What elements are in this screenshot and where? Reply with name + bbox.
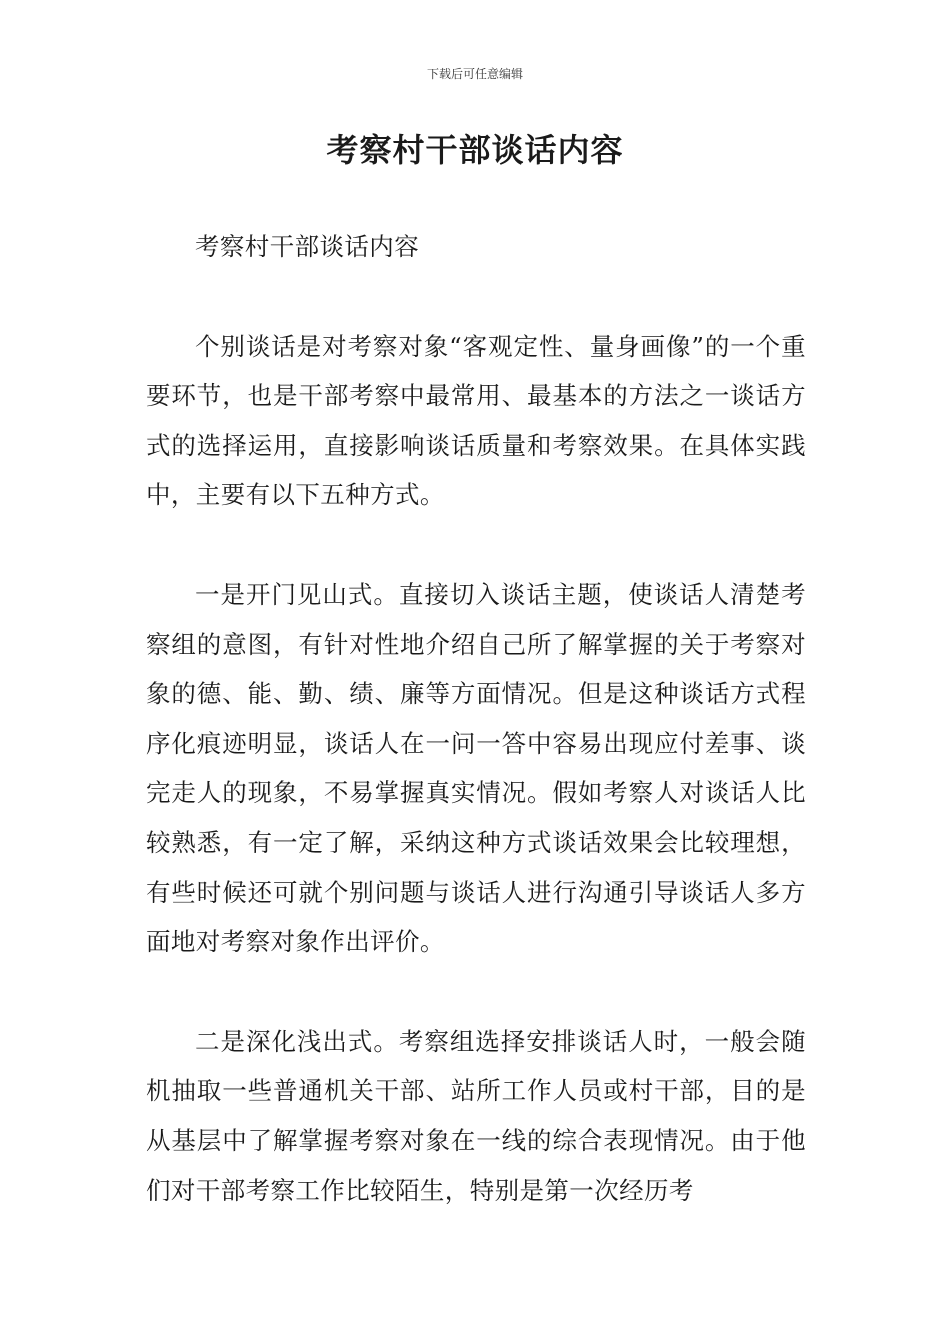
- header-note: 下载后可任意编辑: [426, 67, 523, 81]
- paragraph-method-one: 一是开门见山式。直接切入谈话主题，使谈话人清楚考察组的意图，有针对性地介绍自己所了解掌握的关于考察对象的德、能、勤、绩、廉等方面情况。但是这种谈话方式程序化痕迹明显，谈话人在一问一答中容易出现应付差事、谈完走人的现象，不易掌握真实情况。假如考察人对谈话人比较熟悉，有一定了解，采纳这种方式谈话效果会比较理想，有些时候还可就个别问题与谈话人进行沟通引导谈话人多方面地对考察对象作出评价。: [146, 579, 806, 957]
- paragraph-subtitle: 考察村干部谈话内容: [195, 232, 420, 261]
- document-title: 考察村干部谈话内容: [326, 131, 624, 169]
- paragraph-intro: 个别谈话是对考察对象“客观定性、量身画像”的一个重要环节，也是干部考察中最常用、最基本的方法之一谈话方式的选择运用，直接影响谈话质量和考察效果。在具体实践中，主要有以下五种方式。: [146, 331, 806, 510]
- document-body: [146, 222, 806, 1265]
- paragraph-method-two: 二是深化浅出式。考察组选择安排谈话人时，一般会随机抽取一些普通机关干部、站所工作人员或村干部，目的是从基层中了解掌握考察对象在一线的综合表现情况。由于他们对干部考察工作比较陌生，特别是第一次经历考: [146, 1026, 806, 1205]
